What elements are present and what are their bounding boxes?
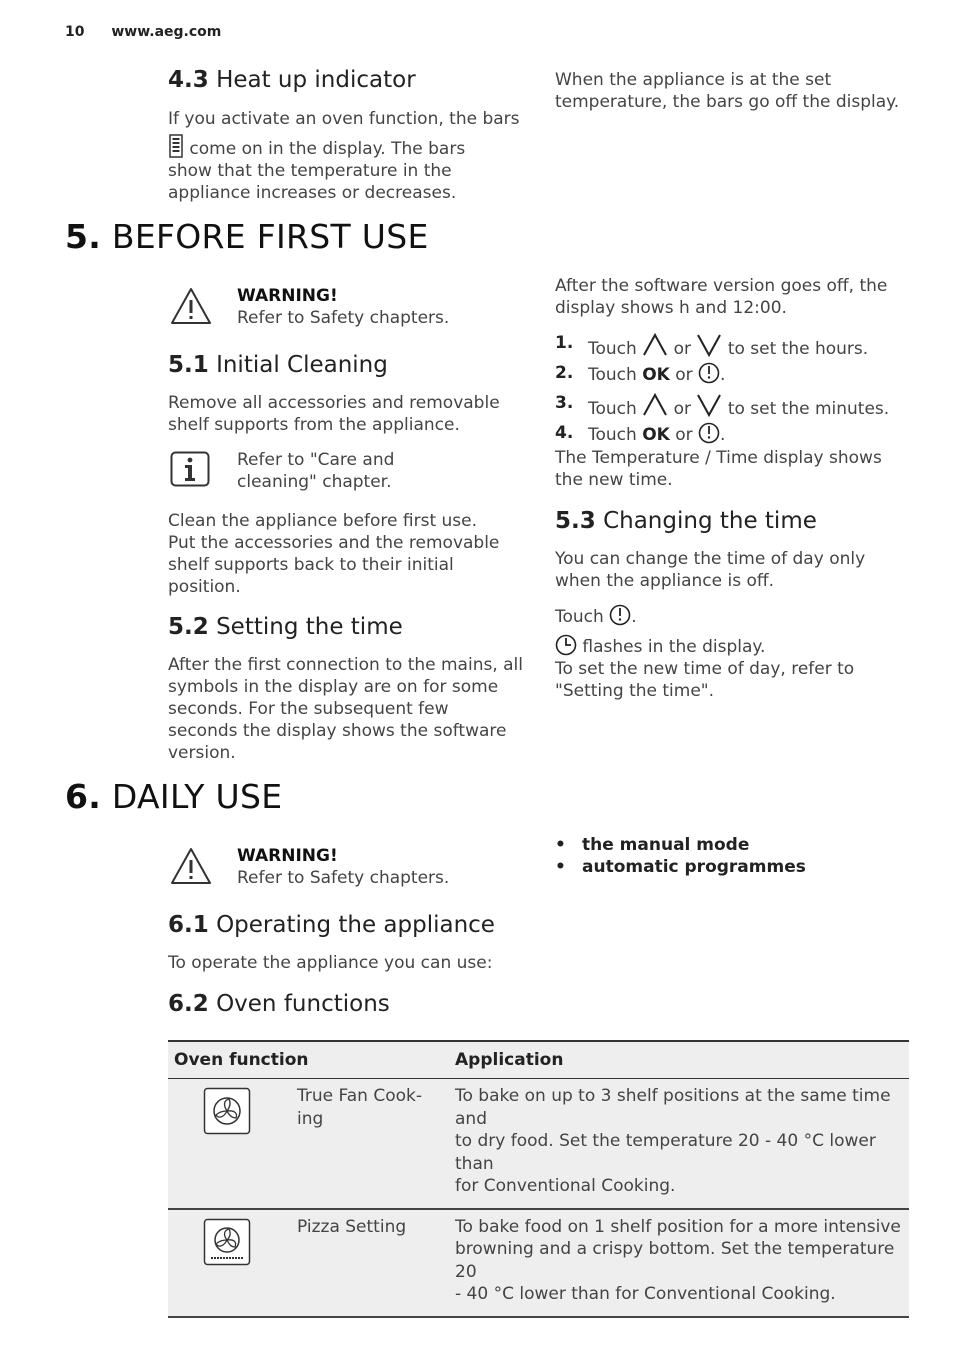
text-line: come on in the display. The bars (189, 139, 466, 159)
text-line: temperature, the bars go off the display. (555, 92, 900, 112)
application-text: to dry food. Set the temperature 20 - 40 °C lower than (455, 1131, 876, 1174)
function-name-cell (285, 1079, 449, 1209)
list-item (555, 392, 925, 422)
warning-text: Refer to Safety chapters. (237, 868, 450, 888)
text-line: When the appliance is at the set (555, 70, 832, 90)
text-line: shelf supports from the appliance. (168, 415, 460, 435)
steps-list (555, 332, 925, 452)
clock-icon (698, 362, 720, 384)
warning-title: WARNING! (237, 286, 338, 306)
text-line: Put the accessories and the removable (168, 533, 500, 553)
heat-up-text (168, 108, 528, 204)
list-item: • automatic programmes (555, 856, 806, 878)
function-icon-cell (168, 1079, 285, 1209)
text-line: display shows h and 12:00. (555, 298, 787, 318)
text-line: Remove all accessories and removable (168, 393, 500, 413)
heading-text: Operating the appliance (216, 912, 495, 938)
heat-up-right-text (555, 69, 915, 113)
step-text: Touch (588, 365, 637, 385)
text-line: You can change the time of day only (555, 549, 866, 569)
text-line: . (631, 607, 637, 627)
warning-icon (170, 847, 212, 885)
true-fan-icon (203, 1087, 251, 1135)
heading-text: Setting the time (216, 614, 403, 640)
column-header: Oven function (168, 1041, 449, 1079)
heading-number: 4.3 (168, 67, 209, 93)
step-text: to set the hours. (727, 339, 869, 359)
setting-time-right-text (555, 275, 915, 319)
step-text: Touch (588, 339, 637, 359)
step-text: or (675, 365, 693, 385)
heading-text: Oven functions (216, 991, 390, 1017)
text-line: Clean the appliance before first use. (168, 511, 478, 531)
page-header (65, 24, 221, 40)
list-item (555, 362, 925, 392)
text-line: "Setting the time". (555, 681, 715, 701)
application-text: - 40 °C lower than for Conventional Cooking. (455, 1284, 836, 1304)
step-text: to set the minutes. (727, 399, 890, 419)
step-text: . (720, 365, 726, 385)
application-cell (449, 1209, 909, 1317)
pizza-setting-icon (203, 1218, 251, 1266)
text-line: If you activate an oven function, the bars (168, 109, 520, 129)
text-line: flashes in the display. (582, 637, 766, 657)
text-line: seconds the display shows the software (168, 721, 507, 741)
initial-cleaning-text (168, 392, 500, 436)
heading-number: 5.2 (168, 614, 209, 640)
function-icon-cell (168, 1209, 285, 1317)
heading-text: Changing the time (603, 508, 817, 534)
chapter-number: 5. (65, 217, 102, 256)
step-text: Touch (588, 425, 637, 445)
text-line: seconds. For the subsequent few (168, 699, 449, 719)
function-name: Pizza Setting (297, 1216, 407, 1237)
info-note (237, 449, 394, 493)
text-line: shelf supports back to their initial (168, 555, 454, 575)
chapter-text: DAILY USE (111, 777, 283, 816)
application-cell (449, 1079, 909, 1209)
text-line: The Temperature / Time display shows (555, 448, 882, 468)
text-line: symbols in the display are on for some (168, 677, 499, 697)
heading-number: 5.1 (168, 352, 209, 378)
operating-text: To operate the appliance you can use: (168, 953, 493, 973)
step-number: 1. (555, 333, 574, 353)
table-row (168, 1079, 909, 1209)
warning-block (237, 845, 449, 889)
step-number: 2. (555, 363, 574, 383)
step-text: . (720, 425, 726, 445)
warning-text: Refer to Safety chapters. (237, 308, 450, 328)
step-number: 3. (555, 393, 574, 413)
ok-icon: OK (642, 425, 670, 445)
text-line: cleaning" chapter. (237, 472, 392, 492)
step-text: or (673, 339, 691, 359)
setting-time-text (168, 654, 538, 764)
heading-6-2 (168, 991, 390, 1017)
chapter-number: 6. (65, 777, 102, 816)
step-text: Touch (588, 399, 637, 419)
text-line: show that the temperature in the (168, 161, 452, 181)
heading-text: Heat up indicator (216, 67, 416, 93)
warning-block (237, 285, 449, 329)
text-line: After the first connection to the mains, all (168, 655, 523, 675)
down-arrow-icon (696, 392, 722, 418)
chapter-text: BEFORE FIRST USE (111, 217, 429, 256)
text-line: Refer to "Care and (237, 450, 395, 470)
heading-5-3 (555, 508, 817, 534)
function-name: True Fan Cook- (297, 1086, 422, 1106)
header-url: www.aeg.com (111, 24, 222, 40)
text-line: Touch (555, 607, 604, 627)
page-number: 10 (65, 24, 85, 40)
changing-time-steps (555, 604, 915, 702)
chapter-6-title (65, 777, 282, 816)
chapter-5-title (65, 217, 429, 256)
text-line: appliance increases or decreases. (168, 183, 457, 203)
after-steps-text (555, 447, 882, 491)
column-header: Application (449, 1041, 909, 1079)
info-icon (170, 451, 210, 487)
heading-number: 6.2 (168, 991, 209, 1017)
application-text: browning and a crispy bottom. Set the temperature 20 (455, 1239, 895, 1282)
oven-functions-table (168, 1040, 909, 1318)
heading-text: Initial Cleaning (216, 352, 388, 378)
list-item (555, 332, 925, 362)
application-text: To bake food on 1 shelf position for a more intensive (455, 1216, 901, 1237)
table-row (168, 1209, 909, 1317)
mode-list (555, 834, 806, 878)
text-line: After the software version goes off, the (555, 276, 888, 296)
heading-4-3 (168, 67, 416, 93)
text-line: when the appliance is off. (555, 571, 774, 591)
up-arrow-icon (642, 392, 668, 418)
clean-text (168, 510, 499, 598)
heading-5-2 (168, 614, 403, 640)
ok-icon: OK (642, 365, 670, 385)
warning-title: WARNING! (237, 846, 338, 866)
step-number: 4. (555, 423, 574, 443)
heading-number: 6.1 (168, 912, 209, 938)
text-line: the new time. (555, 470, 673, 490)
text-line: position. (168, 577, 241, 597)
application-text: To bake on up to 3 shelf positions at the same time and (455, 1086, 891, 1129)
text-line: version. (168, 743, 236, 763)
heading-5-1 (168, 352, 388, 378)
step-text: or (675, 425, 693, 445)
heading-6-1 (168, 912, 495, 938)
bars-icon (168, 134, 184, 158)
heading-number: 5.3 (555, 508, 596, 534)
changing-time-text (555, 548, 865, 592)
warning-icon (170, 287, 212, 325)
function-name: ing (297, 1108, 324, 1129)
down-arrow-icon (696, 332, 722, 358)
step-text: or (673, 399, 691, 419)
application-text: for Conventional Cooking. (455, 1176, 676, 1196)
table-header-row (168, 1041, 909, 1079)
list-item: • the manual mode (555, 834, 806, 856)
clock-icon (609, 604, 631, 626)
function-name-cell (285, 1209, 449, 1317)
text-line: To set the new time of day, refer to (555, 659, 855, 679)
timer-icon (555, 634, 577, 656)
up-arrow-icon (642, 332, 668, 358)
clock-icon (698, 422, 720, 444)
